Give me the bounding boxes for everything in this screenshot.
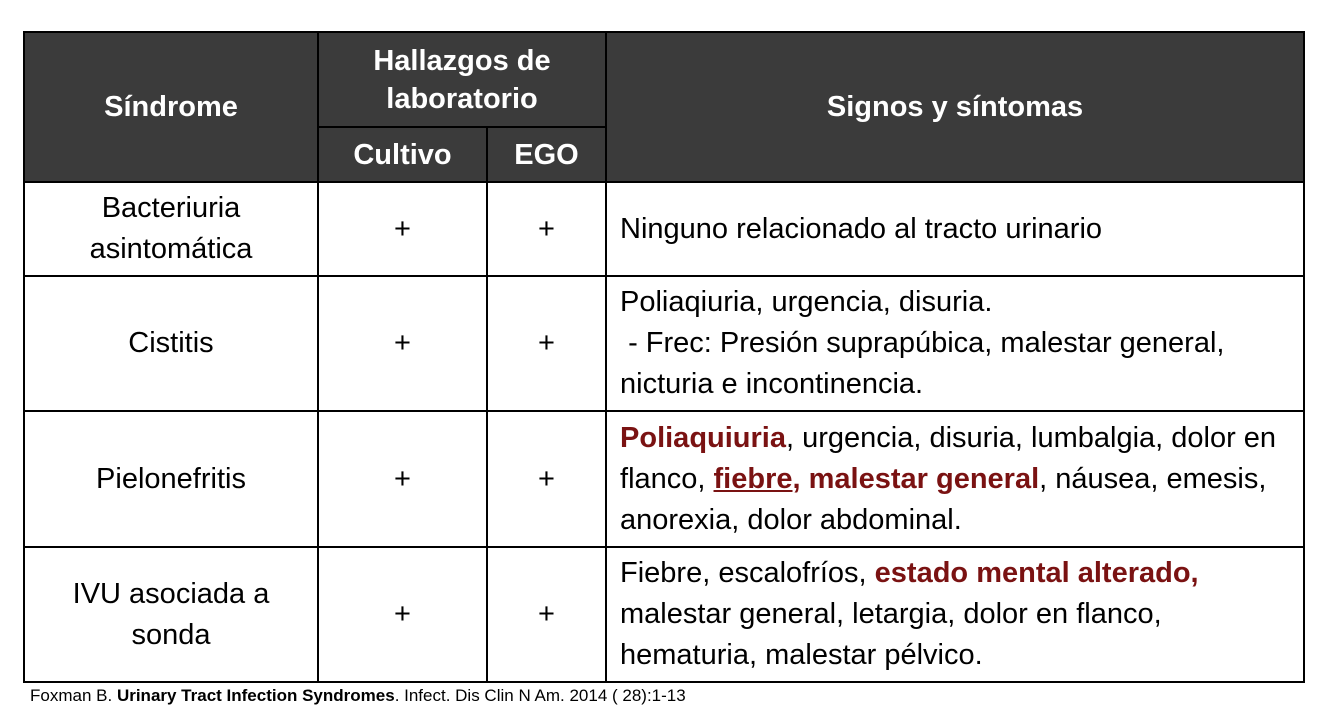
- ego-cell: +: [487, 276, 606, 411]
- citation-authors: Foxman B.: [30, 686, 113, 705]
- table-row: [24, 276, 1304, 411]
- table-row: [24, 182, 1304, 276]
- signs-cell: [606, 411, 1304, 547]
- signs-text-frequent: - Frec: Presión suprapúbica, malestar general, nicturia e incontinencia.: [620, 327, 1233, 400]
- culture-cell: +: [318, 276, 487, 411]
- culture-cell: +: [318, 182, 487, 276]
- signs-text: Ninguno relacionado al tracto urinario: [620, 212, 1103, 245]
- citation-source: . Infect. Dis Clin N Am. 2014 ( 28):1-13: [394, 686, 686, 705]
- signs-text: , náusea, emesis, anorexia, dolor abdominal.: [620, 462, 1267, 536]
- table-row: [24, 547, 1304, 682]
- signs-cell: [606, 547, 1304, 682]
- citation: [30, 686, 686, 706]
- header-signs: Signos y síntomas: [606, 32, 1304, 182]
- syndrome-cell: Bacteriuria asintomática: [24, 182, 318, 276]
- culture-cell: +: [318, 411, 487, 547]
- highlight-estado-mental: estado mental alterado,: [874, 557, 1199, 589]
- syndrome-table: [23, 31, 1305, 683]
- signs-text-line: Poliaqiuria, urgencia, disuria.: [620, 286, 993, 318]
- highlight-fiebre: fiebre: [713, 462, 793, 495]
- citation-title: Urinary Tract Infection Syndromes: [116, 686, 395, 705]
- signs-cell: [606, 276, 1304, 411]
- culture-cell: +: [318, 547, 487, 682]
- ego-cell: +: [487, 411, 606, 547]
- signs-text: Fiebre, escalofríos,: [620, 557, 875, 589]
- signs-cell: [606, 182, 1304, 276]
- syndrome-cell: IVU asociada a sonda: [24, 547, 318, 682]
- ego-cell: +: [487, 547, 606, 682]
- syndrome-cell: Cistitis: [24, 276, 318, 411]
- highlight-malestar-general: malestar general: [800, 462, 1040, 495]
- header-syndrome: Síndrome: [24, 32, 318, 182]
- signs-text: , urgencia, disuria, lumbalgia, dolor en flanco,: [620, 421, 1285, 495]
- signs-text: malestar general, letargia, dolor en flanco, hematuria, malestar pélvico.: [620, 557, 1207, 671]
- ego-cell: +: [487, 182, 606, 276]
- header-culture: Cultivo: [318, 127, 487, 182]
- syndrome-cell: Pielonefritis: [24, 411, 318, 547]
- table-row: [24, 411, 1304, 547]
- signs-comma: ,: [792, 462, 801, 495]
- header-ego: EGO: [487, 127, 606, 182]
- highlight-poliaquiuria: Poliaquiuria: [620, 421, 786, 454]
- header-lab-findings: Hallazgos de laboratorio: [318, 32, 606, 127]
